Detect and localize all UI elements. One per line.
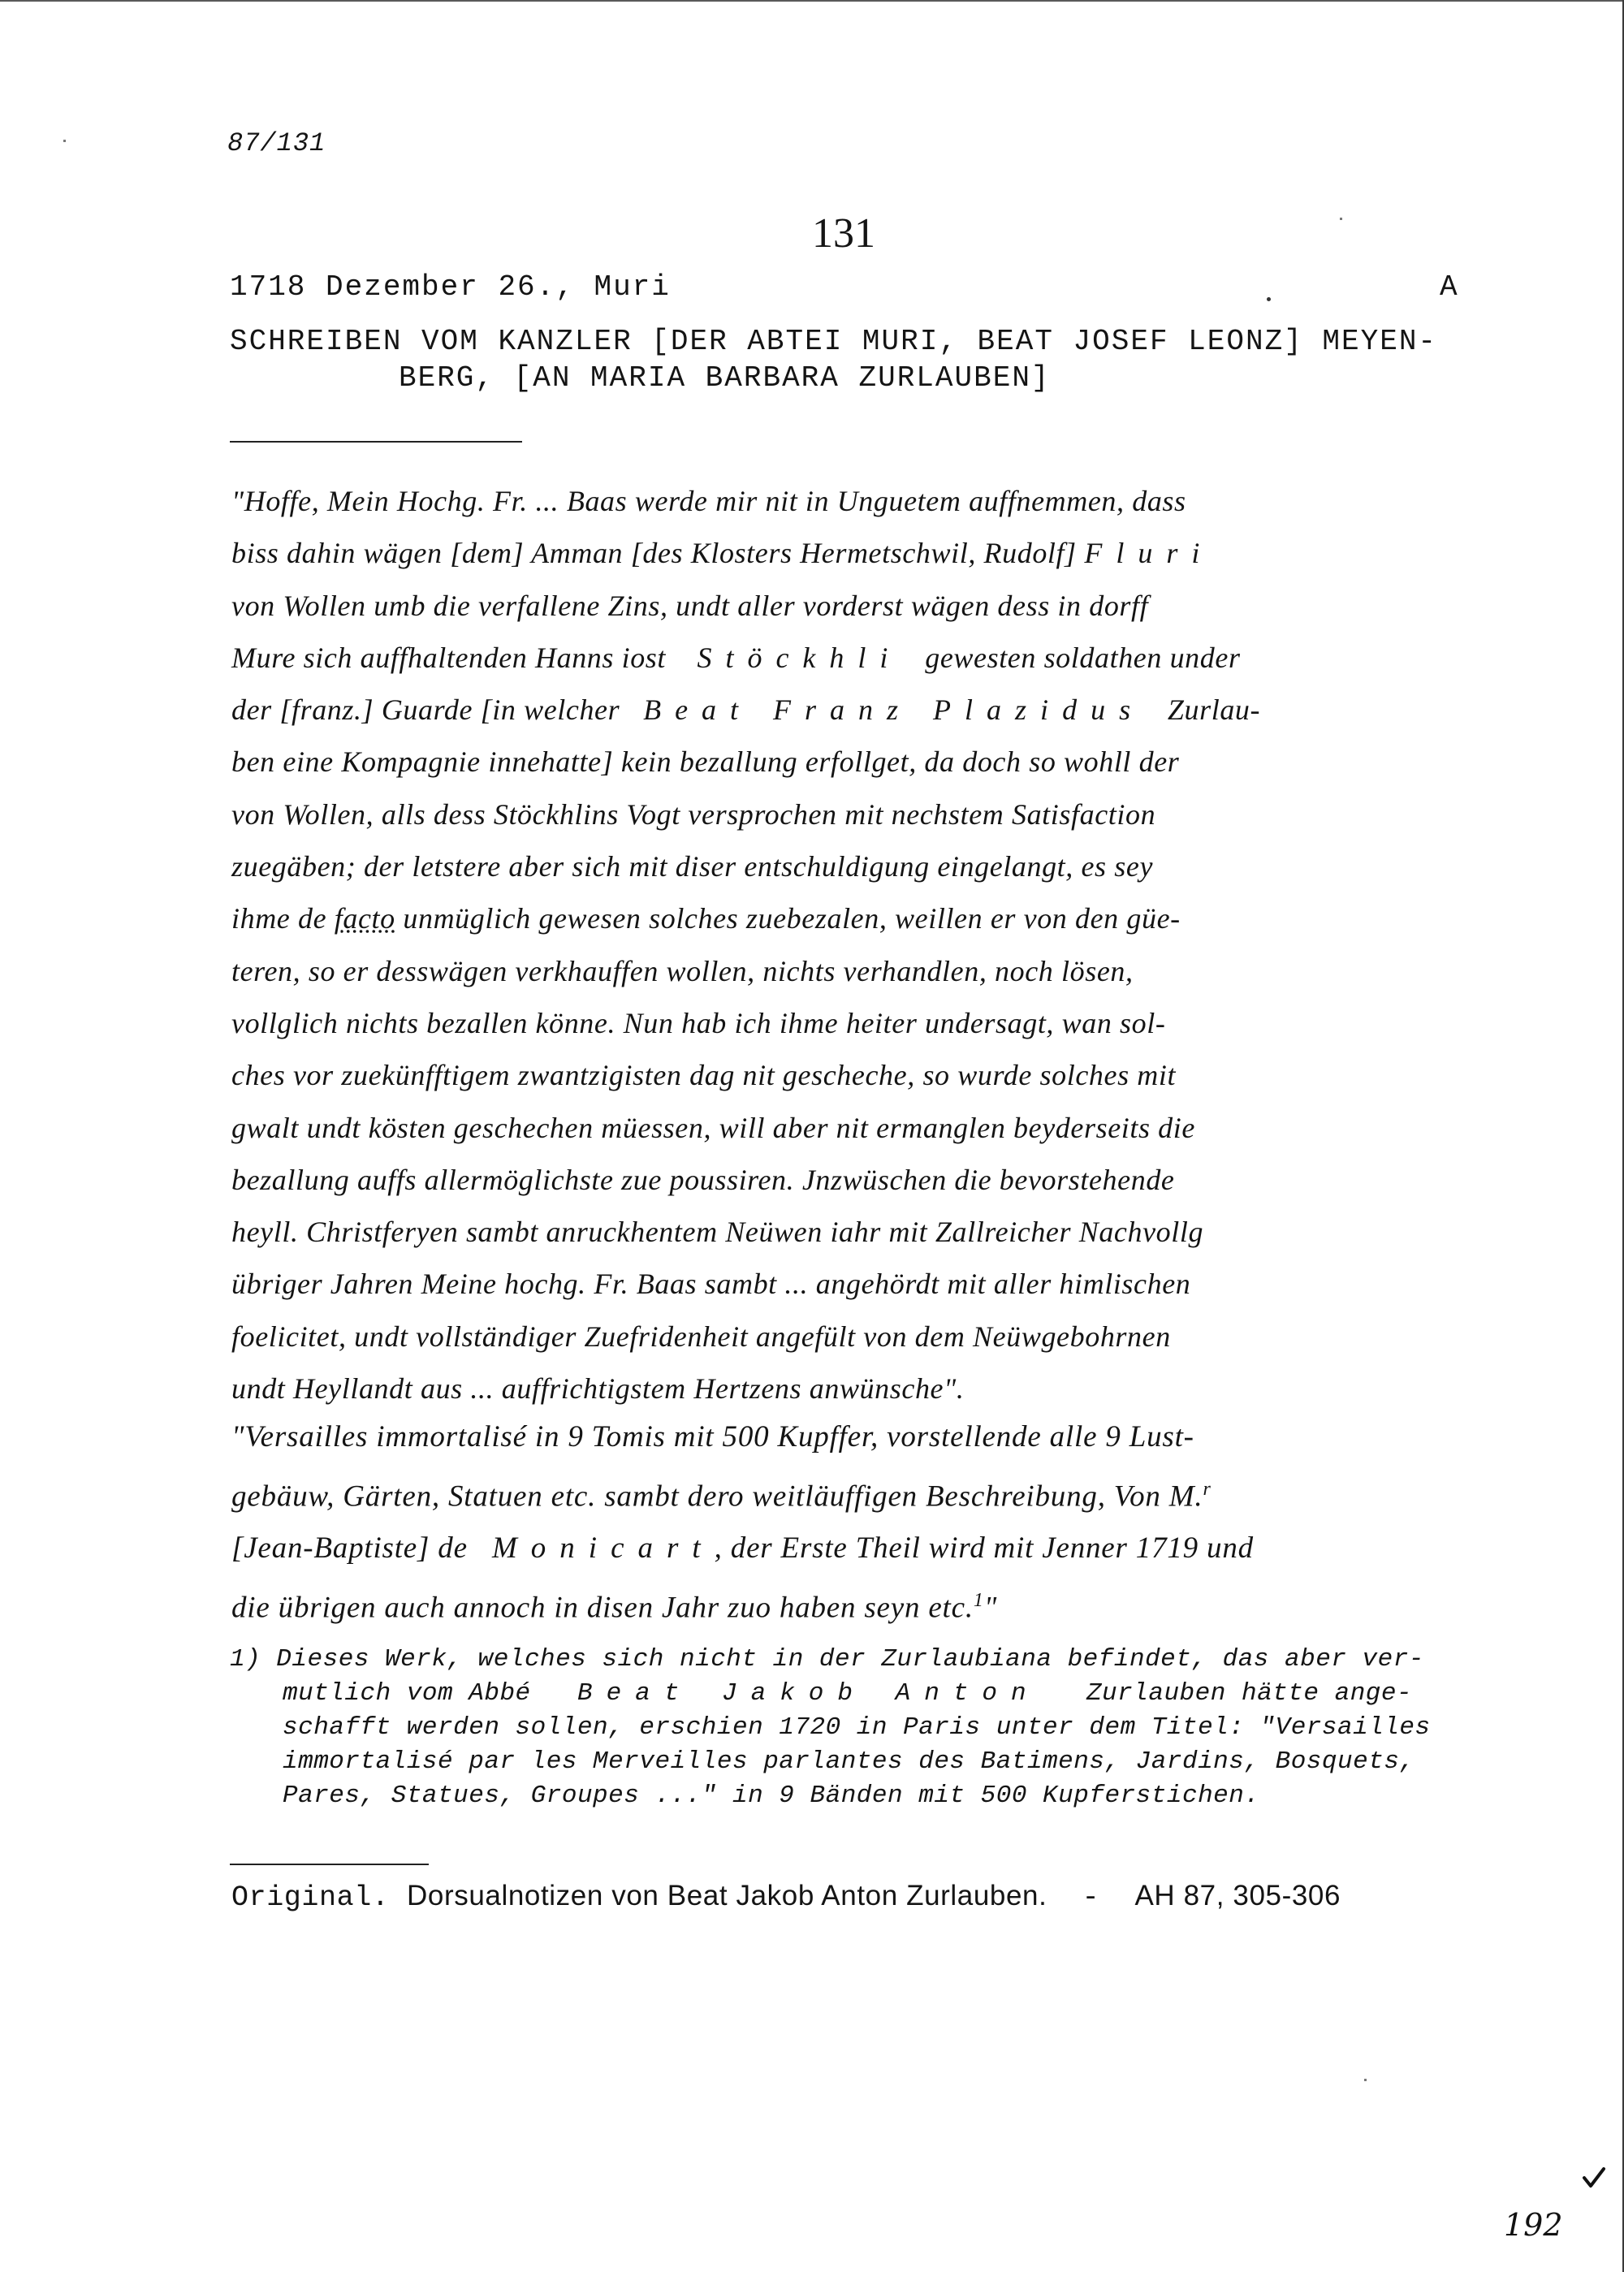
- speck-mark: [1340, 218, 1342, 220]
- date-place: 1718 Dezember 26., Muri: [230, 270, 671, 304]
- postscript-line: "Versailles immortalisé in 9 Tomis mit 500 Kupffer, vorstellende alle 9 Lust-: [231, 1420, 1194, 1453]
- body-line: heyll. Christferyen sambt anruckhentem Neüwen iahr mit Zallreicher Nachvollg: [231, 1216, 1204, 1249]
- source-prefix: Original.: [231, 1881, 390, 1914]
- type-marker: A: [1440, 270, 1458, 304]
- page-stamp: [1504, 2207, 1563, 2243]
- checkmark-icon: [1582, 2166, 1606, 2191]
- body-line: "Hoffe, Mein Hochg. Fr. ... Baas werde mir nit in Unguetem auffnemmen, dass: [231, 485, 1186, 517]
- document-title: [230, 323, 1472, 396]
- footnote-line: Pares, Statues, Groupes ..." in 9 Bänden mit 500 Kupferstichen.: [283, 1782, 1260, 1810]
- speck-mark: [1267, 297, 1271, 301]
- body-line: von Wollen umb die verfallene Zins, undt aller vorderst wägen dess in dorff: [231, 589, 1149, 622]
- speck-mark: [1364, 2079, 1367, 2081]
- postscript-line: gebäuw, Gärten, Statuen etc. sambt dero weitläuffigen Beschreibung, Von M.$^r$: [231, 1479, 1212, 1514]
- body-line: vollglich nichts bezallen könne. Nun hab ich ihme heiter undersagt, wan sol-: [231, 1006, 1166, 1039]
- body-line: ben eine Kompagnie innehatte] kein bezallung erfollget, da doch so wohll der: [231, 745, 1180, 779]
- footnote-line: immortalisé par les Merveilles parlantes des Batimens, Jardins, Bosquets,: [283, 1747, 1415, 1776]
- title-line-2: BERG, [AN MARIA BARBARA ZURLAUBEN]: [399, 361, 1051, 395]
- body-line: übriger Jahren Meine hochg. Fr. Baas sambt ... angehördt mit aller himlischen: [231, 1268, 1191, 1301]
- page-top-edge: [0, 0, 1624, 2]
- source-citation: AH 87, 305-306: [1134, 1880, 1341, 1911]
- body-line: foelicitet, undt vollständiger Zuefridenheit angefült von dem Neüwgebohrnen: [231, 1320, 1171, 1353]
- superscript: r: [1203, 1479, 1212, 1500]
- letter-body: [231, 475, 1494, 1415]
- footnote-line: 1) Dieses Werk, welches sich nicht in der Zurlaubiana befindet, das aber ver-: [230, 1645, 1424, 1674]
- spaced-name: Beat Franz Plazidus: [643, 693, 1145, 727]
- document-number: 131: [812, 210, 875, 257]
- source-dash: -: [1082, 1881, 1100, 1914]
- body-line: ihme de facto unmüglich gewesen solches zuebezalen, weillen er von den güe-: [231, 902, 1181, 935]
- body-line: bezallung auffs allermöglichste zue poussiren. Jnzwüschen die bevorstehende: [231, 1163, 1175, 1196]
- body-line: teren, so er desswägen verkhauffen wollen, nichts verhandlen, noch lösen,: [231, 954, 1134, 987]
- source-text: Dorsualnotizen von Beat Jakob Anton Zurlauben.: [407, 1880, 1047, 1911]
- body-line: von Wollen, alls dess Stöckhlins Vogt versprochen mit nechstem Satisfaction: [231, 797, 1156, 831]
- footnote-ref: 1: [973, 1590, 984, 1612]
- postscript-line: die übrigen auch annoch in disen Jahr zuo haben seyn etc.$^1$": [231, 1590, 998, 1625]
- speck-mark: [63, 140, 66, 142]
- body-line: Mure sich auffhaltenden Hanns iost Stöckhli gewesten soldathen under: [231, 641, 1241, 674]
- body-line: biss dahin wägen [dem] Amman [des Klosters Hermetschwil, Rudolf] Fluri: [231, 537, 1214, 570]
- archive-reference: 87/131: [227, 128, 326, 158]
- postscript-line: [Jean-Baptiste] de Monicart, der Erste Theil wird mit Jenner 1719 und: [231, 1531, 1254, 1566]
- title-line-1: SCHREIBEN VOM KANZLER [DER ABTEI MURI, BEAT JOSEF LEONZ] MEYEN-: [230, 325, 1438, 358]
- footnote-line: mutlich vom Abbé Beat Jakob Anton Zurlauben hätte ange-: [283, 1679, 1413, 1708]
- body-line: gwalt undt kösten geschechen müessen, will aber nit ermanglen beyderseits die: [231, 1111, 1195, 1144]
- body-line: ches vor zuekünfftigem zwantzigisten dag nit gescheche, so wurde solches mit: [231, 1059, 1177, 1092]
- spaced-name: Fluri: [1084, 537, 1214, 570]
- body-line: undt Heyllandt aus ... auffrichtigstem Hertzens anwünsche".: [231, 1372, 965, 1406]
- spaced-name: Beat Jakob Anton: [577, 1679, 1040, 1708]
- spaced-name: Stöckhli: [697, 641, 902, 674]
- postscript: [231, 1411, 1498, 1635]
- stamp-mark: 192: [1504, 2207, 1563, 2243]
- footnote-line: schafft werden sollen, erschien 1720 in Paris unter dem Titel: "Versailles: [283, 1713, 1431, 1742]
- header-divider: [230, 441, 522, 443]
- spaced-name: Monicart: [491, 1531, 715, 1566]
- source-divider: [230, 1864, 429, 1865]
- underlined-word: facto: [334, 902, 395, 935]
- source-note: [231, 1880, 1341, 1914]
- body-line: zuegäben; der letstere aber sich mit diser entschuldigung eingelangt, es sey: [231, 850, 1154, 883]
- footnote: [230, 1643, 1497, 1813]
- body-line: der [franz.] Guarde [in welcher Beat Franz Plazidus Zurlau-: [231, 693, 1261, 727]
